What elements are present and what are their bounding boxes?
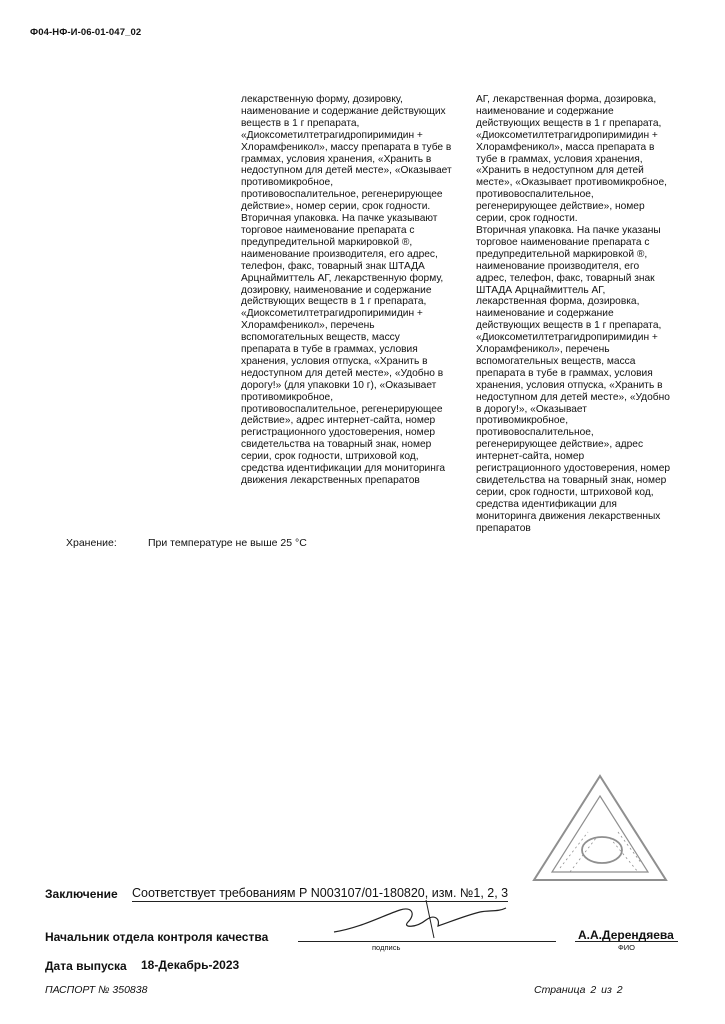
signature-caption: подпись	[372, 943, 401, 952]
issue-date-value: 18-Декабрь-2023	[141, 958, 240, 972]
signer-role: Начальник отдела контроля качества	[45, 930, 269, 944]
stamp-inner-triangle	[552, 796, 648, 872]
page-number: Страница 2 из 2	[534, 984, 623, 996]
conclusion-label: Заключение	[45, 887, 118, 901]
quality-control-stamp	[530, 772, 670, 887]
stamp-hatch-lines	[560, 832, 642, 872]
document-code: Ф04-НФ-И-06-01-047_02	[30, 27, 142, 38]
storage-value: При температуре не выше 25 °С	[148, 537, 307, 549]
conclusion-value: Соответствует требованиям Р N003107/01-180820, изм. №1, 2, 3	[132, 886, 509, 900]
signer-name: А.А.Дерендяева	[578, 928, 674, 942]
name-line	[575, 941, 678, 942]
issue-date-label: Дата выпуска	[45, 959, 127, 973]
storage-label: Хранение:	[66, 537, 117, 549]
packaging-text-left-column: лекарственную форму, дозировку, наименование и содержание действующих веществ в 1 г препарата, «Диоксометилтетрагидропиримидин + Хлорамфеникол», массу препарата в тубе в граммах, условия хранения, «Хранить в недоступном для детей месте», «Оказывает противомикробное, противовоспалительное, регенерирующее действие», номер серии, срок годности. Вторичная упаковка. На пачке указывают торговое наименование препарата с предупредительной маркировкой ®, наименование производителя, его адрес, телефон, факс, товарный знак ШТАДА Арцнаймиттель АГ, лекарственную форму, дозировку, наименование и содержание действующих веществ в 1 г препарата, «Диоксометилтетрагидропиримидин + Хлорамфеникол», перечень вспомогательных веществ, массу препарата в тубе в граммах, условия хранения, условия отпуска, «Хранить в недоступном для детей месте», «Удобно в дорогу!» (для упаковки 10 г), «Оказывает противомикробное, противовоспалительное, регенерирующее действие», адрес интернет-сайта, номер регистрационного удостоверения, номер свидетельства на товарный знак, номер серии, срок годности, штриховой код, средства идентификации для мониторинга движения лекарственных препаратов	[241, 94, 452, 486]
name-caption: ФИО	[618, 943, 635, 952]
signature-line	[298, 941, 556, 942]
handwritten-signature	[330, 898, 510, 940]
stamp-outer-triangle	[534, 776, 666, 880]
passport-number: ПАСПОРТ № 350838	[45, 984, 148, 996]
packaging-text-right-column: АГ, лекарственная форма, дозировка, наименование и содержание действующих веществ в 1 г препарата, «Диоксометилтетрагидропиримидин + Хлорамфеникол», масса препарата в тубе в граммах, условия хранения, «Хранить в недоступном для детей месте», «Оказывает противомикробное, противовоспалительное, регенерирующее действие», номер серии, срок годности. Вторичная упаковка. На пачке указаны торговое наименование препарата с предупредительной маркировкой ®, наименование производителя, его адрес, телефон, факс, товарный знак ШТАДА Арцнаймиттель АГ, лекарственная форма, дозировка, наименование и содержание действующих веществ в 1 г препарата, «Диоксометилтетрагидропиримидин + Хлорамфеникол», перечень вспомогательных веществ, масса препарата в тубе в граммах, условия хранения, условия отпуска, «Хранить в недоступном для детей месте», «Удобно в дорогу!», «Оказывает противомикробное, противовоспалительное, регенерирующее действие», адрес интернет-сайта, номер регистрационного удостоверения, номер свидетельства на товарный знак, номер серии, срок годности, штриховой код, средства идентификации для мониторинга движения лекарственных препаратов	[476, 94, 671, 534]
stamp-center-oval	[582, 837, 622, 863]
